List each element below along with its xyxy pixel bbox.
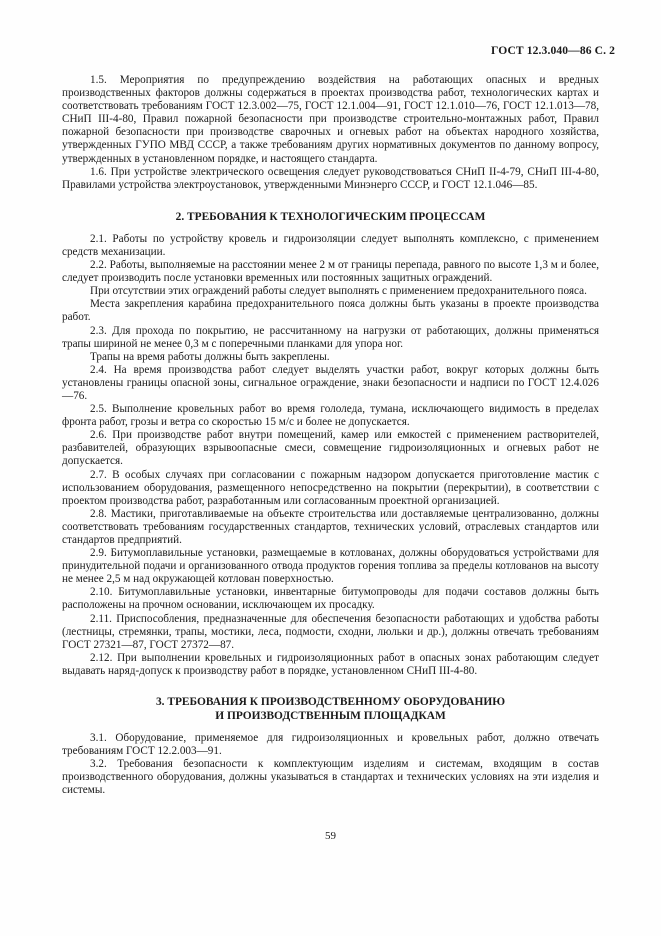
- paragraph-2-2-a: При отсутствии этих ограждений работы следует выполнять с применением предохранительного пояса.: [90, 285, 587, 298]
- paragraph-2-8: 2.8. Мастики, приготавливаемые на объекте строительства или доставляемые централизованно, должны соответствовать требованиям государственных стандартов, технических условий, отраслевых стандартов или стандартов предприятий.: [62, 507, 599, 546]
- paragraph-2-10: 2.10. Битумоплавильные установки, инвентарные битумопроводы для подачи составов должны быть расположены на прочном основании, исключающем их просадку.: [62, 586, 599, 612]
- paragraph-2-3-a: Трапы на время работы должны быть закреплены.: [90, 350, 330, 363]
- paragraph-2-3: 2.3. Для прохода по покрытию, не рассчитанному на нагрузки от работающих, должны применяться трапы шириной не менее 0,3 м с поперечными планками для упора ног.: [62, 324, 599, 350]
- paragraph-2-5: 2.5. Выполнение кровельных работ во время гололеда, тумана, исключающего видимость в пределах фронта работ, грозы и ветра со скоростью 15 м/с и более не допускается.: [62, 403, 599, 429]
- paragraph-2-1: 2.1. Работы по устройству кровель и гидроизоляции следует выполнять комплексно, с применением средств механизации.: [62, 232, 599, 258]
- paragraph-2-7: 2.7. В особых случаях при согласовании с пожарным надзором допускается приготовление мастик с использованием оборудования, размещенного непосредственно на покрытии (перекрытии), в соответствии с проектом производства работ, разработанным или согласованным проектной организацией.: [62, 468, 599, 507]
- page-number: 59: [325, 830, 336, 842]
- paragraph-2-6: 2.6. При производстве работ внутри помещений, камер или емкостей с применением растворителей, разбавителей, образующих взрывоопасные смеси, совмещение гидроизоляционных и огневых работ не допускается.: [62, 429, 599, 468]
- paragraph-3-2: 3.2. Требования безопасности к комплектующим изделиям и системам, входящим в состав производственного оборудования, должны указываться в стандартах и технических условиях на эти изделия и системы.: [62, 758, 599, 797]
- paragraph-3-1: 3.1. Оборудование, применяемое для гидроизоляционных и кровельных работ, должно отвечать требованиям ГОСТ 12.2.003—91.: [62, 732, 599, 758]
- paragraph-1-6: 1.6. При устройстве электрического освещения следует руководствоваться СНиП II-4-79, СНиП III-4-80, Правилами устройства электроустановок, утвержденными Минэнерго СССР, и ГОСТ 12.1.046—85.: [62, 165, 599, 191]
- paragraph-2-12: 2.12. При выполнении кровельных и гидроизоляционных работ в опасных зонах работающим следует выдавать наряд-допуск к производству работ в порядке, установленном СНиП III-4-80.: [62, 651, 599, 677]
- paragraph-2-4: 2.4. На время производства работ следует выделять участки работ, вокруг которых должны быть установлены границы опасной зоны, сигнальное ограждение, знаки безопасности и надписи по ГОСТ 12.4.026—76.: [62, 363, 599, 402]
- paragraph-1-5: 1.5. Мероприятия по предупреждению воздействия на работающих опасных и вредных производственных факторов должны содержаться в проектах производства работ, технологических картах и соответствовать требованиям ГОСТ 12.3.002—75, ГОСТ 12.1.004—91, ГОСТ 12.1.010—76, ГОСТ 12.1.013—78, СНиП III-4-80, Правил пожарной безопасности при производстве строительно-монтажных работ, Правил пожарной безопасности при производстве сварочных и огневых работ на объектах народного хозяйства, утвержденных ГУПО МВД СССР, а также требованиям других нормативных документов по данному вопросу, утвержденных в установленном порядке, и настоящего стандарта.: [62, 74, 599, 165]
- section-2-heading: 2. ТРЕБОВАНИЯ К ТЕХНОЛОГИЧЕСКИМ ПРОЦЕССАМ: [175, 210, 486, 223]
- paragraph-2-2: 2.2. Работы, выполняемые на расстоянии менее 2 м от границы перепада, равного по высоте 1,3 м и более, следует производить после установки временных или постоянных защитных ограждений.: [62, 259, 599, 285]
- section-3-heading-line-1: 3. ТРЕБОВАНИЯ К ПРОИЗВОДСТВЕННОМУ ОБОРУДОВАНИЮ: [155, 696, 506, 709]
- section-3-heading-line-2: И ПРОИЗВОДСТВЕННЫМ ПЛОЩАДКАМ: [215, 710, 446, 723]
- paragraph-2-9: 2.9. Битумоплавильные установки, размещаемые в котлованах, должны оборудоваться устройствами для принудительной подачи и организованного отвода продуктов горения топлива за пределы котлованов на высоту не менее 2,5 м над окружающей котлован поверхностью.: [62, 547, 599, 586]
- paragraph-2-11: 2.11. Приспособления, предназначенные для обеспечения безопасности работающих и удобства работы (лестницы, стремянки, трапы, мостики, леса, подмости, сходни, люльки и др.), должны отвечать требованиям ГОСТ 27321—87, ГОСТ 27372—87.: [62, 612, 599, 651]
- running-header: ГОСТ 12.3.040—86 С. 2: [491, 44, 615, 57]
- paragraph-2-2-b: Места закрепления карабина предохранительного пояса должны быть указаны в проекте производства работ.: [62, 298, 599, 324]
- document-body: [62, 74, 599, 798]
